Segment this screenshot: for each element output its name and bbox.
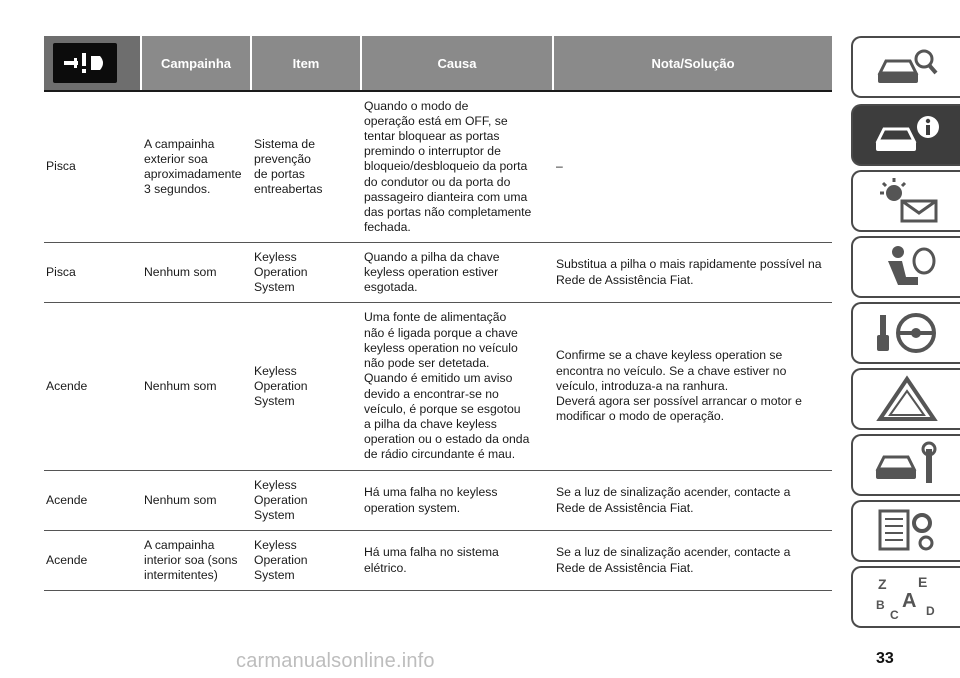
seat-airbag-icon: [872, 243, 942, 291]
header-nota: Nota/Solução: [554, 36, 832, 90]
car-wrench-icon: [872, 441, 942, 489]
table-row: [44, 531, 832, 591]
cell-item: Sistema de prevenção de portas entreabertas: [254, 136, 323, 197]
cell-campainha: Nenhum som: [144, 264, 217, 279]
tab-index[interactable]: [851, 566, 960, 628]
cell-status: Pisca: [46, 264, 76, 279]
watermark: carmanualsonline.info: [236, 650, 435, 672]
cell-status: Acende: [46, 552, 88, 567]
cell-nota: Confirme se a chave keyless operation se encontra no veículo. Se a chave estiver no veículo, introduza-a na ranhura. Deverá agora ser possível arrancar o motor e modificar o modo de operação.: [556, 348, 802, 424]
header-item: Item: [252, 36, 362, 90]
tab-starting-driving[interactable]: [851, 302, 960, 364]
cell-nota: –: [556, 159, 563, 174]
cell-causa: Quando o modo de operação está em OFF, se tentar bloquear as portas premindo o interruptor de bloqueio/desbloqueio da porta do condutor ou da porta do passageiro dianteira com uma das portas não completamente fechada.: [364, 98, 532, 235]
svg-text:D: D: [925, 604, 935, 618]
cell-item: Keyless Operation System: [254, 249, 308, 295]
tab-safety[interactable]: [851, 236, 960, 298]
tab-technical-data[interactable]: [851, 500, 960, 562]
warning-triangle-icon: [872, 375, 942, 423]
table-row: [44, 243, 832, 303]
svg-text:B: B: [875, 598, 885, 612]
tab-car-search[interactable]: [851, 36, 960, 98]
specs-gears-icon: [872, 507, 942, 555]
alphabet-index-icon: [872, 573, 942, 621]
cell-campainha: Nenhum som: [144, 492, 217, 507]
car-search-icon: [872, 43, 942, 91]
table-row: [44, 303, 832, 471]
table-header: [44, 36, 832, 90]
car-info-icon: [872, 111, 942, 159]
cell-nota: Se a luz de sinalização acender, contacte a Rede de Assistência Fiat.: [556, 545, 791, 575]
page-number: 33: [876, 650, 894, 667]
warning-light-message-icon: [872, 177, 942, 225]
cell-campainha: Nenhum som: [144, 378, 217, 393]
key-steering-wheel-icon: [872, 309, 942, 357]
tab-warning-lights[interactable]: [851, 170, 960, 232]
tab-car-info[interactable]: [851, 104, 960, 166]
svg-text:C: C: [889, 608, 899, 621]
cell-status: Acende: [46, 492, 88, 507]
cell-causa: Quando a pilha da chave keyless operation estiver esgotada.: [364, 249, 500, 295]
cell-nota: Substitua a pilha o mais rapidamente possível na Rede de Assistência Fiat.: [556, 257, 822, 287]
svg-text:Z: Z: [877, 576, 887, 592]
tab-maintenance[interactable]: [851, 434, 960, 496]
cell-causa: Há uma falha no sistema elétrico.: [364, 545, 499, 575]
cell-status: Acende: [46, 378, 88, 393]
header-causa: Causa: [362, 36, 554, 90]
cell-causa: Uma fonte de alimentação não é ligada porque a chave keyless operation no veículo não pode ser detetada. Quando é emitido um aviso devido a encontrar-se no veículo, é porque se esgotou a pilha da chave keyless operation ou o estado da onda de rádio circundante é mau.: [364, 310, 530, 462]
cell-status: Pisca: [46, 159, 76, 174]
key-warning-lamp-icon: [53, 43, 117, 83]
cell-item: Keyless Operation System: [254, 363, 308, 409]
header-campainha: Campainha: [142, 36, 252, 90]
cell-item: Keyless Operation System: [254, 477, 308, 523]
tab-emergency[interactable]: [851, 368, 960, 430]
cell-item: Keyless Operation System: [254, 537, 308, 583]
cell-campainha: A campainha exterior soa aproximadamente 3 segundos.: [144, 136, 242, 197]
table-row: [44, 471, 832, 531]
table-row: [44, 92, 832, 243]
header-icon-cell: [44, 36, 142, 90]
warning-table: [44, 36, 832, 591]
cell-campainha: A campainha interior soa (sons intermitentes): [144, 537, 238, 583]
svg-text:E: E: [917, 574, 927, 590]
cell-causa: Há uma falha no keyless operation system.: [364, 485, 498, 515]
cell-nota: Se a luz de sinalização acender, contacte a Rede de Assistência Fiat.: [556, 485, 791, 515]
svg-text:A: A: [901, 590, 916, 612]
